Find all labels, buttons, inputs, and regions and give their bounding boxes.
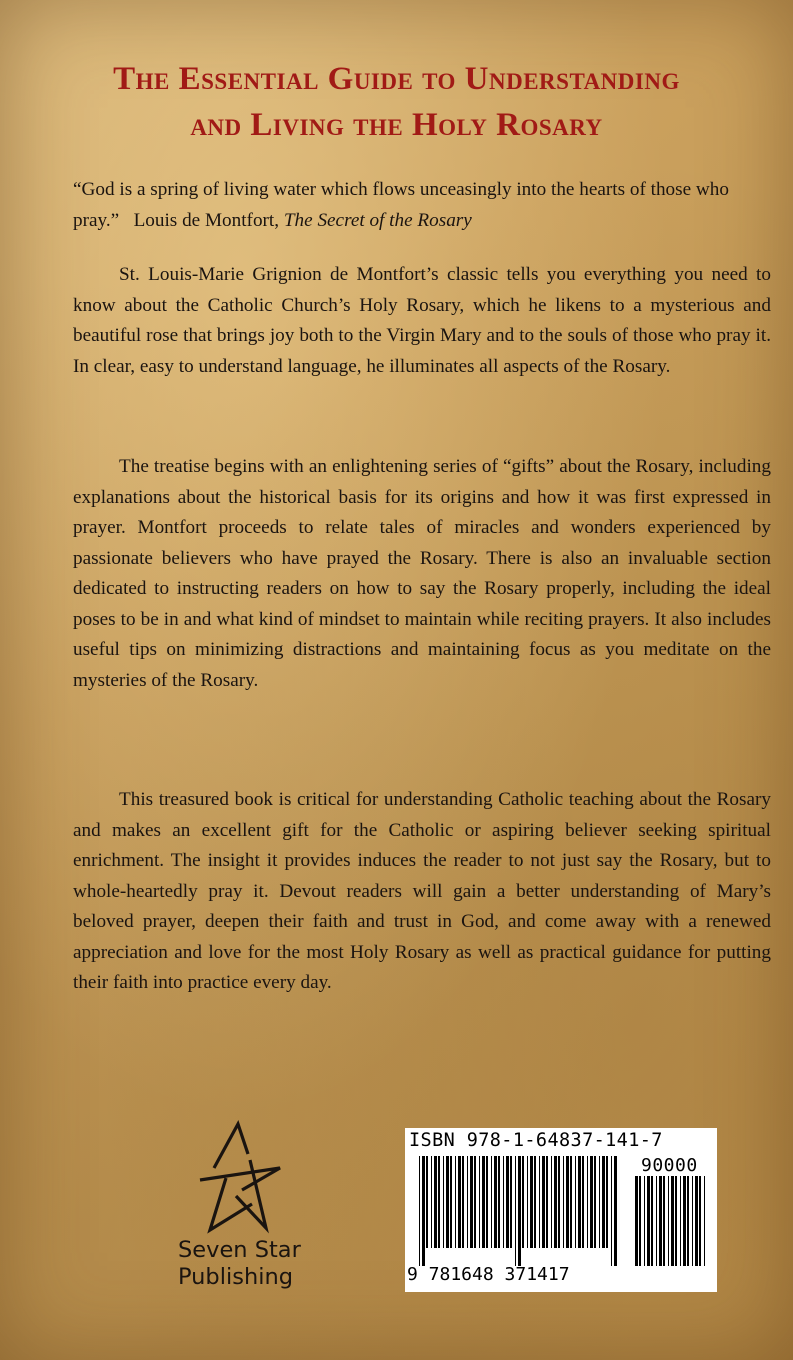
barcode-bar	[587, 1156, 588, 1248]
barcode-bar	[659, 1176, 662, 1266]
barcode-bar	[582, 1156, 584, 1248]
barcode-bar	[498, 1156, 500, 1248]
barcode-bar	[644, 1176, 645, 1266]
barcode-bar	[599, 1156, 600, 1248]
epigraph-quote	[73, 175, 771, 236]
barcode-bar	[539, 1156, 540, 1248]
barcode-bar	[611, 1156, 612, 1266]
barcode-bar	[680, 1176, 681, 1266]
barcode-bar	[606, 1156, 608, 1248]
publisher-name-line-1: Seven Star	[178, 1237, 301, 1263]
barcode-bar	[503, 1156, 504, 1248]
barcode-bar	[639, 1176, 641, 1266]
ean-digits: 9 781648 371417	[407, 1264, 570, 1285]
barcode-bar	[515, 1156, 516, 1266]
barcode-bar	[699, 1176, 701, 1266]
barcode-bar	[455, 1156, 456, 1248]
price-code: 90000	[641, 1155, 698, 1176]
barcode-bar	[494, 1156, 497, 1248]
barcode-bar	[458, 1156, 461, 1248]
barcode-bar	[687, 1176, 689, 1266]
isbn-number: ISBN 978-1-64837-141-7	[409, 1130, 663, 1151]
barcode-bar	[486, 1156, 488, 1248]
star-logo-icon	[196, 1120, 282, 1238]
isbn-barcode	[405, 1128, 717, 1292]
barcode-bar	[426, 1156, 428, 1248]
barcode-bar	[431, 1156, 432, 1248]
barcode-bar	[566, 1156, 569, 1248]
barcode-bar	[462, 1156, 464, 1248]
barcode-bar	[704, 1176, 705, 1266]
barcode-bar	[675, 1176, 677, 1266]
barcode-bar	[668, 1176, 669, 1266]
barcode-bar	[522, 1156, 524, 1248]
barcode-bar	[551, 1156, 552, 1248]
barcode-bar	[470, 1156, 473, 1248]
cover-title	[0, 56, 793, 148]
barcode-bar	[527, 1156, 528, 1248]
barcode-bar	[554, 1156, 557, 1248]
barcode-bar	[450, 1156, 452, 1248]
barcode-bar	[530, 1156, 533, 1248]
quote-text: “God is a spring of living water which flows unceasingly into the hearts of those who pray.”	[73, 179, 729, 231]
barcode-bar	[558, 1156, 560, 1248]
barcode-bar	[602, 1156, 605, 1248]
quote-source: The Secret of the Rosary	[283, 209, 472, 231]
quote-attribution: Louis de Montfort,	[133, 209, 280, 231]
barcode-bar	[443, 1156, 444, 1248]
barcode-bar	[546, 1156, 548, 1248]
barcode-bar	[534, 1156, 536, 1248]
publisher-name-line-2: Publishing	[178, 1264, 293, 1290]
barcode-bar	[578, 1156, 581, 1248]
description-paragraph-3: This treasured book is critical for understanding Catholic teaching about the Rosary and makes an excellent gift for the Catholic or aspiring believer seeking spiritual enrichment. The insight it provides induces the reader to not just say the Rosary, but to whole-heartedly pray it. Devout readers will gain a better understanding of Mary’s beloved prayer, deepen their faith and trust in God, and come away with a renewed appreciation and love for the most Holy Rosary as well as practical guidance for putting their faith into practice every day.	[73, 789, 771, 993]
addon-barcode-bars	[635, 1176, 709, 1284]
barcode-bar	[482, 1156, 485, 1248]
barcode-bar	[467, 1156, 468, 1248]
barcode-bar	[594, 1156, 596, 1248]
description-paragraph-1: St. Louis-Marie Grignion de Montfort’s classic tells you everything you need to know about the Catholic Church’s Holy Rosary, which he likens to a mysterious and beautiful rose that brings joy both to the Virgin Mary and to the souls of those who pray it. In clear, easy to understand language, he illuminates all aspects of the Rosary.	[73, 264, 771, 377]
barcode-bar	[563, 1156, 564, 1248]
barcode-bar	[647, 1176, 650, 1266]
barcode-bar	[590, 1156, 593, 1248]
cover-title-line-2: and Living the Holy Rosary	[190, 107, 603, 143]
barcode-bar	[575, 1156, 576, 1248]
barcode-bar	[635, 1176, 638, 1266]
barcode-bar	[651, 1176, 653, 1266]
barcode-bar	[614, 1156, 617, 1266]
barcode-bar	[683, 1176, 686, 1266]
barcode-bar	[663, 1176, 665, 1266]
barcode-bar	[692, 1176, 693, 1266]
barcode-bar	[671, 1176, 674, 1266]
barcode-bar	[542, 1156, 545, 1248]
barcode-bar	[656, 1176, 657, 1266]
barcode-bar	[518, 1156, 521, 1266]
barcode-bar	[438, 1156, 440, 1248]
cover-title-line-1: The Essential Guide to Understanding	[113, 61, 680, 97]
barcode-bar	[479, 1156, 480, 1248]
barcode-bar	[474, 1156, 476, 1248]
barcode-bar	[434, 1156, 437, 1248]
publisher-logo	[170, 1120, 310, 1310]
barcode-bar	[446, 1156, 449, 1248]
barcode-bar	[422, 1156, 425, 1266]
barcode-bar	[570, 1156, 572, 1248]
barcode-bar	[510, 1156, 512, 1248]
barcode-bar	[491, 1156, 492, 1248]
barcode-bar	[506, 1156, 509, 1248]
barcode-bar	[695, 1176, 698, 1266]
barcode-bar	[419, 1156, 420, 1266]
description-paragraph-2: The treatise begins with an enlightening series of “gifts” about the Rosary, including explanations about the historical basis for its origins and how it was first expressed in prayer. Montfort proceeds to relate tales of miracles and wonders experienced by passionate believers who have prayed the Rosary. There is also an invaluable section dedicated to instructing readers on how to say the Rosary properly, including the ideal poses to be in and what kind of mindset to maintain while reciting prayers. It also includes useful tips on minimizing distractions and maintaining focus as you meditate on the mysteries of the Rosary.	[73, 456, 771, 691]
